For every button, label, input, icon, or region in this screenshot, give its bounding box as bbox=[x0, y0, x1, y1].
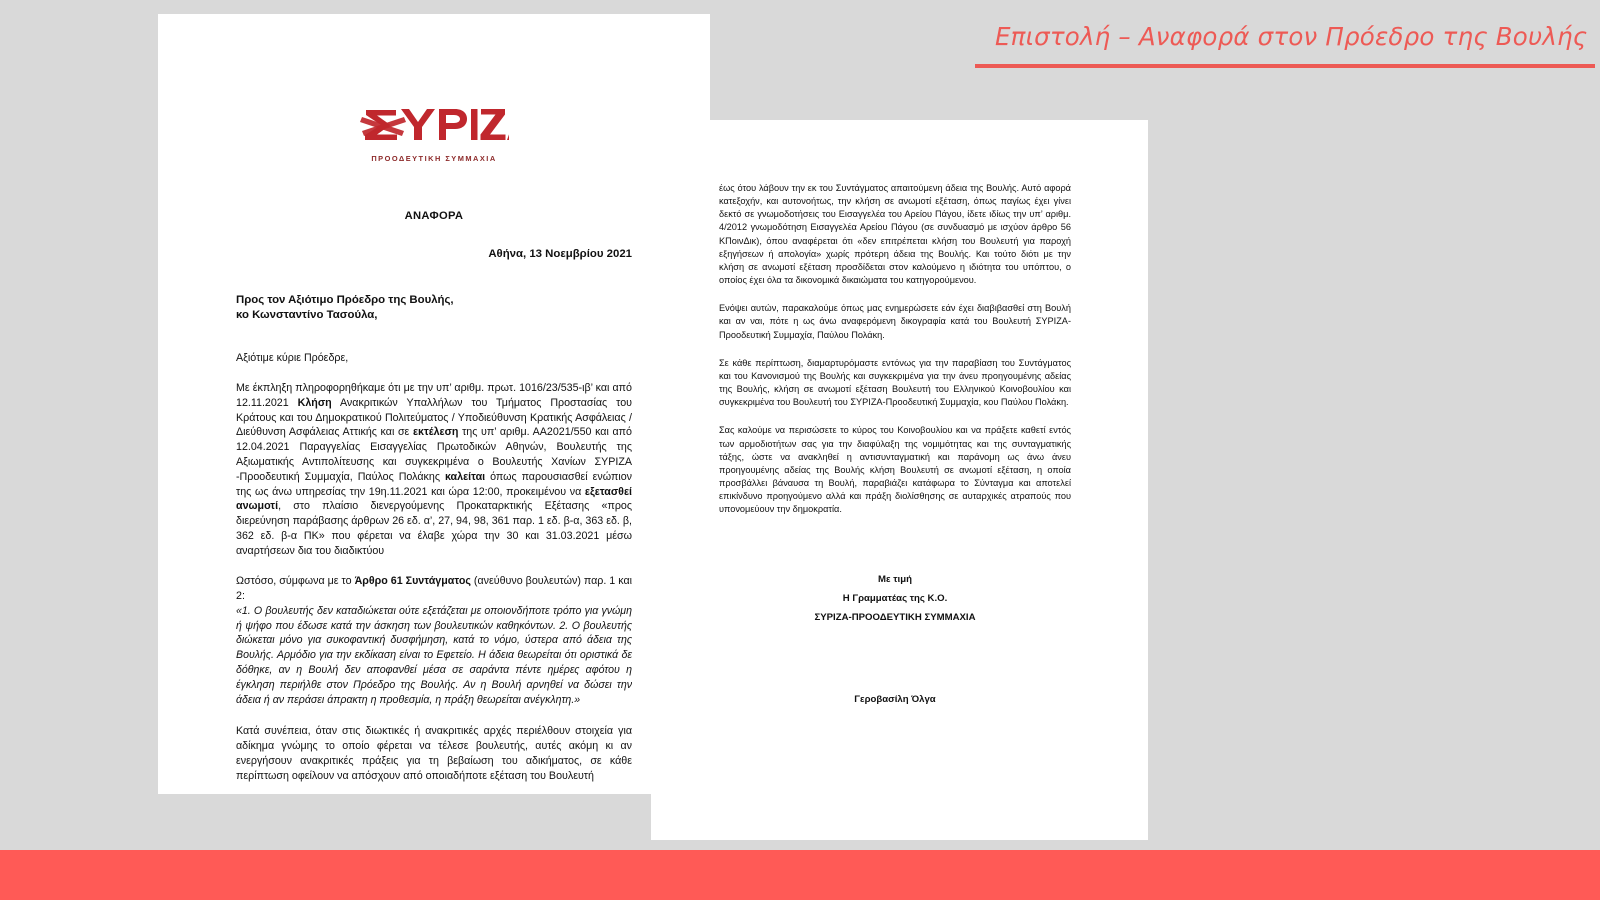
document-2-body bbox=[719, 182, 1071, 705]
p2-paragraph-2: Ενόψει αυτών, παρακαλούμε όπως μας ενημερώσετε εάν έχει διαβιβασθεί στη Βουλή και αν ναι, πότε η ως άνω αναφερόμενη δικογραφία κατά του Βουλευτή ΣΥΡΙΖΑ-Προοδευτική Συμμαχία, Παύλου Πολάκη. bbox=[719, 303, 1071, 340]
p1-bold-klisi: Κλήση bbox=[297, 396, 332, 409]
p1-seg-a: Με έκπληξη πληροφορηθήκαμε ότι με την υπ’ αριθμ. πρωτ. 1016/23/535-ιβ’ και από 12.11.2021 bbox=[236, 382, 632, 409]
p2-bold-arthro61: Άρθρο 61 Συντάγματος bbox=[354, 575, 471, 588]
signature-line-1: Με τιμή bbox=[878, 574, 912, 586]
p1-seg-c: Ανακριτικών Υπαλλήλων του Τμήματος Προστασίας του Κράτους και του Δημοκρατικού Πολιτεύματος / Υποδιεύθυνση Κρατικής Ασφάλειας / Διεύθυνση Ασφάλειας Αττικής και σε bbox=[236, 396, 632, 439]
signature-line-3: ΣΥΡΙΖΑ-ΠΡΟΟΔΕΥΤΙΚΗ ΣΥΜΜΑΧΙΑ bbox=[814, 611, 976, 623]
syriza-wordmark-icon bbox=[359, 102, 509, 148]
syriza-logo bbox=[158, 102, 710, 163]
recipient-block bbox=[236, 293, 632, 322]
p2-paragraph-3: Σε κάθε περίπτωση, διαμαρτυρόμαστε εντόνως για την παραβίαση του Συντάγματος και του Κανονισμού της Βουλής και συγκεκριμένα για την άνευ προηγουμένης αδείας της Βουλής, κλήση σε ανωμοτί εξέταση Βουλευτή του Ελληνικού Κοινοβουλίου και συγκεκριμένα του Βουλευτή του ΣΥΡΙΖΑ-Προοδευτική Συμμαχία, κου Παύλου Πολάκη. bbox=[719, 357, 1071, 408]
paragraph-3: Κατά συνέπεια, όταν στις διωκτικές ή ανακριτικές αρχές περιέλθουν στοιχεία για αδίκημα γνώμης το οποίο φέρεται να τέλεσε βουλευτής, αυτές ακόμη κι αν ενεργήσουν ανακριτικές πράξεις για τη βεβαίωση του αδικήματος, σε κάθε περίπτωση οφείλουν να απόσχουν από οποιαδήποτε εξέταση του Βουλευτή bbox=[236, 725, 632, 782]
paragraph-2 bbox=[236, 574, 632, 707]
p1-seg-i: , στο πλαίσιο διενεργούμενης Προκαταρκτικής Εξέτασης «προς διερεύνηση παράβασης άρθρων 26 εδ. α’, 27, 94, 98, 361 παρ. 1 εδ. β-α, 363 εδ. β, 362 εδ. β-α ΠΚ» που φέρεται να έλαβε χώρα την 30 και 31.03.2021 μέσω αναρτήσεων δια του διαδικτύου bbox=[236, 500, 632, 557]
slide-header bbox=[995, 22, 1588, 68]
signature-block bbox=[719, 571, 1071, 627]
p1-bold-kaleitai: καλείται bbox=[444, 470, 486, 483]
logo-subtitle: ΠΡΟΟΔΕΥΤΙΚΗ ΣΥΜΜΑΧΙΑ bbox=[371, 154, 497, 163]
p2-seg-a: Ωστόσο, σύμφωνα με το bbox=[236, 575, 355, 588]
paragraph-1 bbox=[236, 381, 632, 558]
document-date: Αθήνα, 13 Νοεμβρίου 2021 bbox=[488, 248, 632, 260]
document-1-body bbox=[236, 210, 632, 783]
document-page-2 bbox=[651, 120, 1148, 840]
signer-name: Γεροβασίλη Όλγα bbox=[854, 693, 936, 705]
recipient-line-2: κο Κωνσταντίνο Τασούλα, bbox=[236, 308, 378, 321]
p2-paragraph-1: έως ότου λάβουν την εκ του Συντάγματος απαιτούμενη άδεια της Βουλής. Αυτό αφορά κατεξοχήν, και αυτονοήτως, την κλήση σε ανωμοτί εξέταση, όπως παγίως έχει γίνει δεκτό σε γνωμοδοτήσεις του Εισαγγελέα του Αρείου Πάγου, ίδετε ιδίως την υπ’ αριθμ. 4/2012 γνωμοδότηση Εισαγγελέα Αρείου Πάγου (σε συνδυασμό με ισχύον άρθρο 56 ΚΠοινΔικ), όπου αναφέρεται ότι «δεν επιτρέπεται κλήση του Βουλευτή για παροχή εξηγήσεων ή απολογία» χωρίς πρότερη άδεια της Βουλής. Και τούτο διότι με την κλήση σε ανωμοτί εξέταση προσδίδεται στον καλούμενο η ιδιότητα του υπόπτου, ο οποίος έχει όλα τα δικονομικά δικαιώματα του κατηγορούμενου. bbox=[719, 183, 1071, 286]
constitution-quote: «1. Ο βουλευτής δεν καταδιώκεται ούτε εξετάζεται με οποιονδήποτε τρόπο για γνώμη ή ψήφο που έδωσε κατά την άσκηση των βουλευτικών καθηκόντων. 2. Ο βουλευτής διώκεται μόνο για συκοφαντική δυσφήμηση, κατά το νόμο, ύστερα από άδεια της Βουλής. Αρμόδιο για την εκδίκαση είναι το Εφετείο. Η άδεια θεωρείται ότι οριστικά δε δόθηκε, αν η Βουλή δεν αποφανθεί μέσα σε σαράντα πέντε ημέρες αφότου η έγκληση περιήλθε στον Πρόεδρο της Βουλής. Αν η Βουλή αρνηθεί να δώσει την άδεια ή αν περάσει άπρακτη η προθεσμία, η πράξη θεωρείται ανέγκλητη.» bbox=[236, 604, 632, 706]
salutation: Αξιότιμε κύριε Πρόεδρε, bbox=[236, 352, 349, 365]
recipient-line-1: Προς τον Αξιότιμο Πρόεδρο της Βουλής, bbox=[236, 294, 454, 306]
p1-seg-g: όπως παρουσιασθεί ενώπιον της ως άνω υπηρεσίας την 19η.11.2021 και ώρα 12:00, προκειμένου να bbox=[236, 470, 632, 498]
p1-seg-e: της υπ’ αριθμ. ΑΑ2021/550 και από 12.04.2021 Παραγγελίας Εισαγγελίας Πρωτοδικών Αθηνών, Βουλευτής της Αξιωματικής Αντιπολίτευσης και συγκεκριμένα ο Βουλευτής Χανίων ΣΥΡΙΖΑ -Προοδευτική Συμμαχία, Παύλος Πολάκης bbox=[236, 426, 632, 483]
signature-line-2: Η Γραμματέας της Κ.Ο. bbox=[842, 593, 948, 605]
document-title: ΑΝΑΦΟΡΑ bbox=[404, 210, 464, 222]
header-underline bbox=[975, 64, 1595, 68]
p2-seg-c: (ανεύθυνο βουλευτών) παρ. 1 και 2: bbox=[236, 575, 633, 603]
p1-bold-exetasthei: εξετασθεί ανωμοτί bbox=[236, 485, 632, 513]
bottom-accent-band bbox=[0, 850, 1600, 900]
page-title: Επιστολή – Αναφορά στον Πρόεδρο της Βουλής bbox=[995, 22, 1588, 51]
p2-paragraph-4: Σας καλούμε να περισώσετε το κύρος του Κοινοβουλίου και να πράξετε καθετί εντός των αρμοδιοτήτων σας για την διαφύλαξη της νομιμότητας και της συνταγματικής τάξης, ώστε να ανακληθεί η αντισυνταγματική και παράνομη ως άνω άνευ προηγουμένης αδείας της Βουλής κλήση Βουλευτή σε ανωμοτί εξέταση, η οποία προσβάλλει βάναυσα τη Βουλή, παραβιάζει κατάφωρα το Σύνταγμα και αποτελεί επικίνδυνο προηγούμενο αλλά και πράξη διολίσθησης σε αυταρχικές ατραπούς που υπονομεύουν την δημοκρατία. bbox=[719, 425, 1071, 515]
document-page-1 bbox=[158, 14, 710, 794]
p1-bold-ektelesi: εκτέλεση bbox=[412, 426, 459, 439]
